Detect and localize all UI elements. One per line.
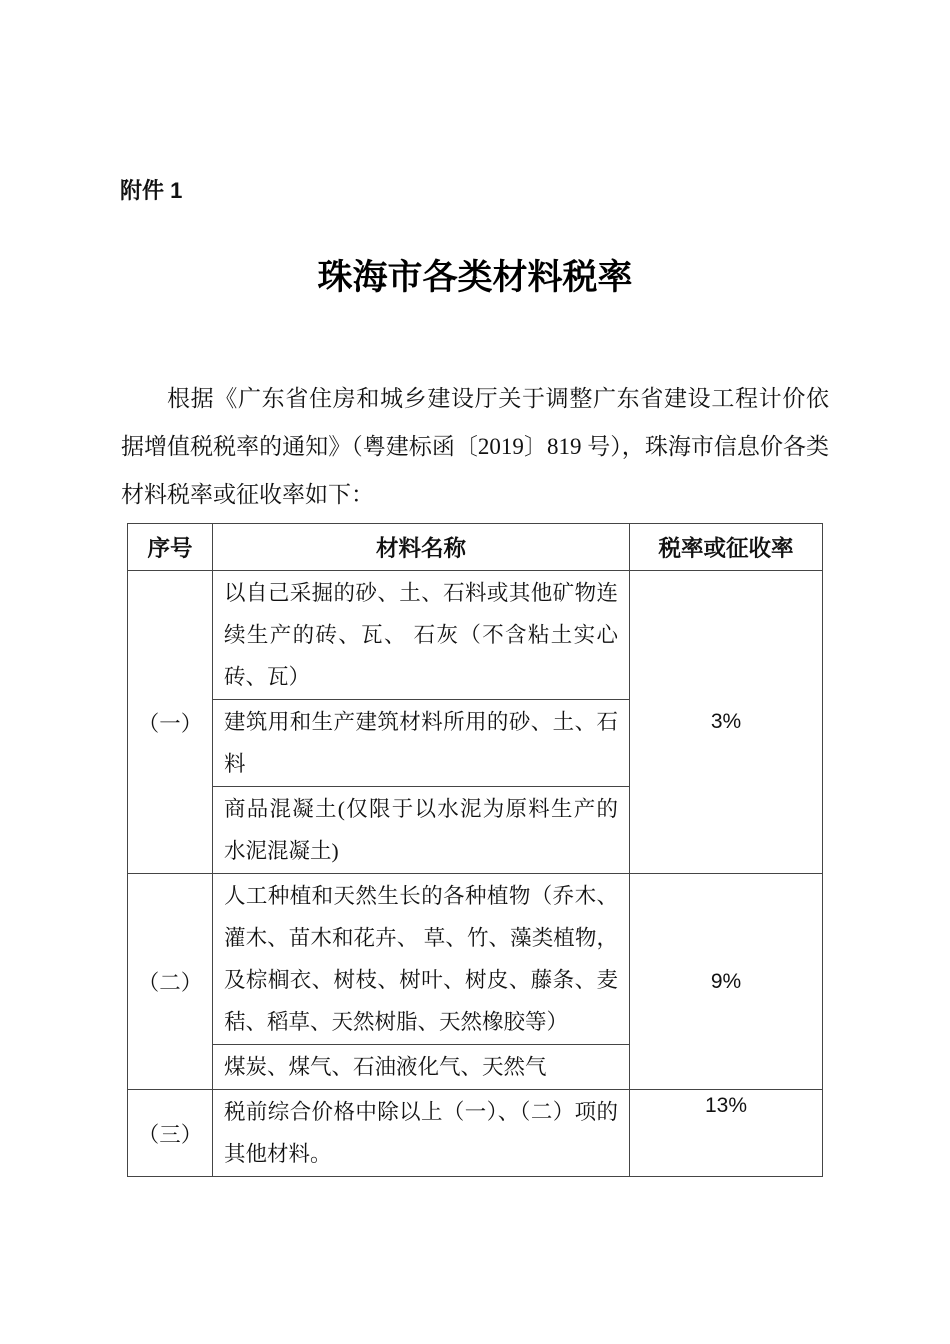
header-serial-number: 序号 — [128, 524, 213, 571]
tax-table-body — [128, 571, 823, 1177]
rate-cell: 13% — [630, 1090, 823, 1177]
table-row — [128, 874, 823, 1045]
table-row — [128, 1090, 823, 1177]
material-cell: 煤炭、煤气、石油液化气、天然气 — [213, 1045, 630, 1090]
header-material-name: 材料名称 — [213, 524, 630, 571]
material-cell: 建筑用和生产建筑材料所用的砂、土、石料 — [213, 700, 630, 787]
material-cell: 以自己采掘的砂、土、石料或其他矿物连续生产的砖、瓦、 石灰（不含粘土实心砖、瓦） — [213, 571, 630, 700]
table-row — [128, 571, 823, 700]
rate-cell: 9% — [630, 874, 823, 1090]
material-cell: 商品混凝土(仅限于以水泥为原料生产的水泥混凝土) — [213, 787, 630, 874]
intro-paragraph: 根据《广东省住房和城乡建设厅关于调整广东省建设工程计价依据增值税税率的通知》（粤建标函〔2019〕819 号），珠海市信息价各类材料税率或征收率如下： — [121, 386, 829, 507]
header-tax-rate: 税率或征收率 — [630, 524, 823, 571]
tax-rate-table — [127, 523, 823, 1177]
section-index-cell: （一） — [128, 571, 213, 874]
material-cell: 人工种植和天然生长的各种植物（乔木、灌木、苗木和花卉、 草、竹、藻类植物，及棕榈衣、树枝、树叶、树皮、藤条、麦秸、稻草、天然树脂、天然橡胶等） — [213, 874, 630, 1045]
material-cell: 税前综合价格中除以上（一）、（二）项的其他材料。 — [213, 1090, 630, 1177]
rate-cell: 3% — [630, 571, 823, 874]
table-header-row — [128, 524, 823, 571]
section-index-cell: （三） — [128, 1090, 213, 1177]
page-title: 珠海市各类材料税率 — [317, 258, 633, 297]
attachment-label: 附件 1 — [120, 178, 183, 203]
section-index-cell: （二） — [128, 874, 213, 1090]
